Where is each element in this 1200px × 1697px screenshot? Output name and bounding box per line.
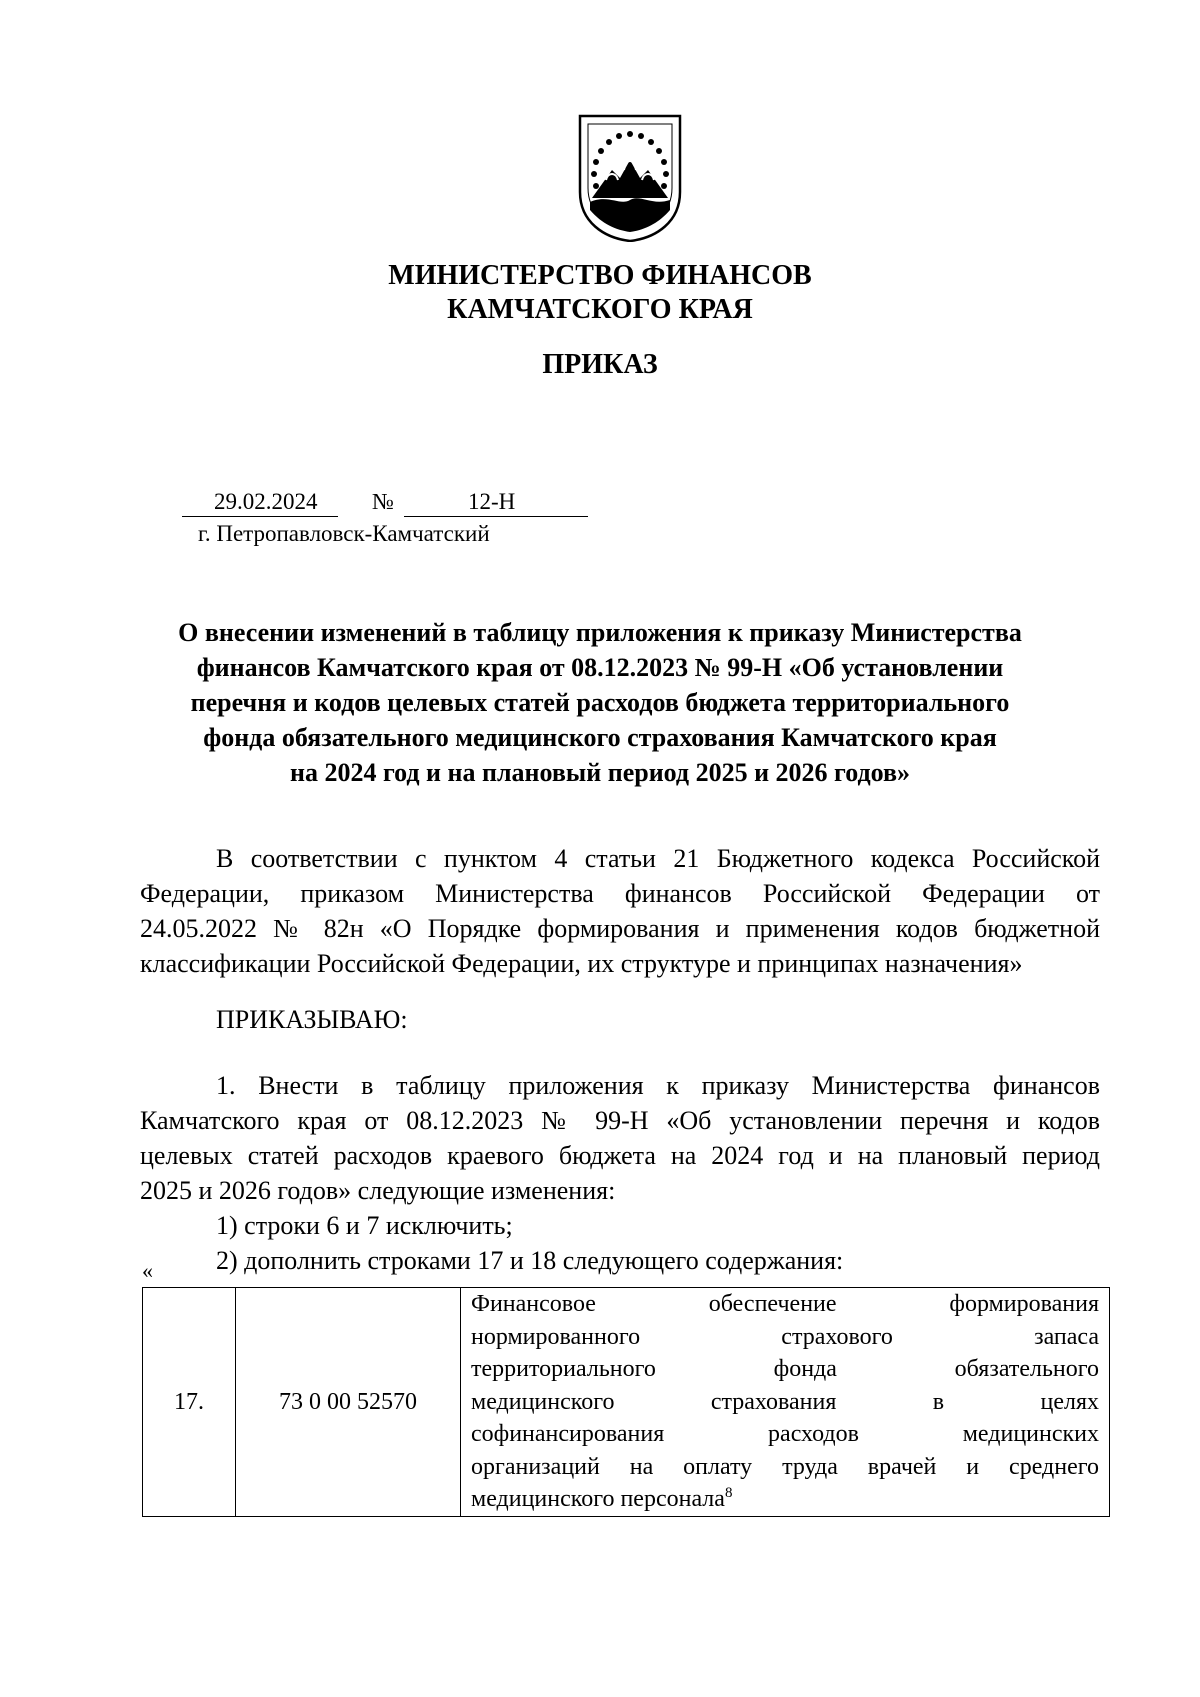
description-line: нормированного страхового запаса [471,1323,1099,1350]
preamble-line: В соответствии с пунктом 4 статьи 21 Бюджетного кодекса Российской [216,844,1100,873]
title-line: на 2024 год и на плановый период 2025 и 2026 годов» [289,758,911,787]
row-number-cell: 17. [143,1288,236,1517]
sub-item-2: 2) дополнить строками 17 и 18 следующего содержания: [216,1246,844,1275]
order-word-text: ПРИКАЗЫВАЮ: [216,1005,408,1034]
title-line: О внесении изменений в таблицу приложения к приказу Министерства [178,618,1022,647]
code-cell: 73 0 00 52570 [236,1288,461,1517]
description-line: медицинского страхования в целях [471,1388,1099,1415]
description-last-line [471,1483,1099,1516]
description-line: территориального фонда обязательного [471,1356,1099,1382]
table-row [143,1288,1110,1517]
title-line: перечня и кодов целевых статей расходов бюджета территориального [190,688,1010,717]
ministry-name-line1: МИНИСТЕРСТВО ФИНАНСОВ [388,260,812,291]
coat-of-arms-emblem [578,114,682,242]
opening-quote: « [142,1258,153,1283]
item-1-line: 2025 и 2026 годов» следующие изменения: [140,1176,616,1205]
title-line: финансов Камчатского края от 08.12.2023 № 99-Н «Об установлении [196,653,1004,682]
number-sign: № [372,489,394,514]
title-line: фонда обязательного медицинского страхования Камчатского края [203,723,997,752]
description-line: организаций на оплату труда врачей и среднего [471,1453,1099,1480]
footnote-marker: 8 [724,1485,733,1501]
description-cell [461,1288,1110,1517]
description-last-text: медицинского персонала [471,1486,725,1512]
order-city: г. Петропавловск-Камчатский [198,521,490,546]
order-date: 29.02.2024 [214,489,318,514]
item-1-line: 1. Внести в таблицу приложения к приказу Министерства финансов [216,1071,1100,1100]
description-line: Финансовое обеспечение формирования [471,1291,1099,1317]
sub-item-1: 1) строки 6 и 7 исключить; [216,1211,513,1240]
preamble-line: классификации Российской Федерации, их структуре и принципах назначения» [140,949,1023,978]
item-1-line: Камчатского края от 08.12.2023 № 99-Н «Об установлении перечня и кодов [140,1106,1100,1135]
item-1-paragraph [140,1068,1100,1278]
number-underline [404,516,588,517]
date-underline [182,516,338,517]
ministry-name-line2: КАМЧАТСКОГО КРАЯ [447,294,753,325]
preamble-line: 24.05.2022 № 82н «О Порядке формирования и применения кодов бюджетной [140,914,1100,943]
description-line: софинансирования расходов медицинских [471,1421,1099,1447]
order-number: 12-Н [468,489,516,514]
preamble-line: Федерации, приказом Министерства финансов Российской Федерации от [140,879,1100,908]
order-word [140,1002,1100,1037]
amendment-table [142,1287,1110,1517]
preamble-paragraph [140,841,1100,981]
item-1-line: целевых статей расходов краевого бюджета на 2024 год и на плановый период [140,1141,1100,1170]
document-type: ПРИКАЗ [542,349,658,380]
order-title [140,615,1060,790]
